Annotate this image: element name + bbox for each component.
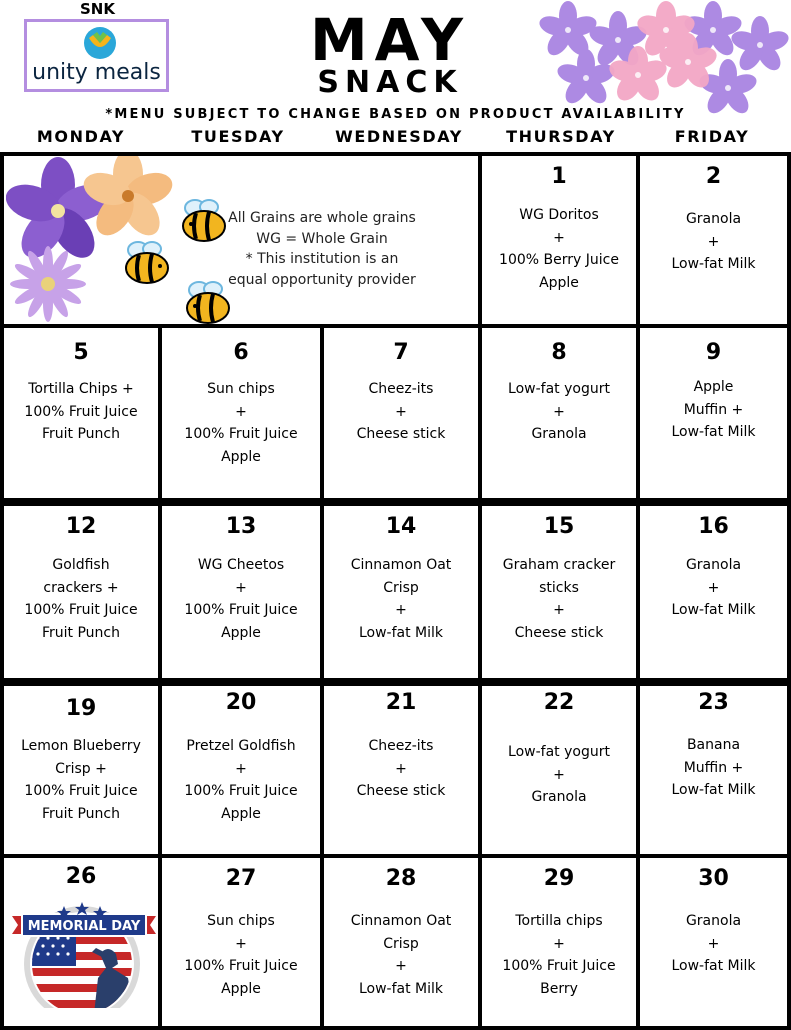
month-title: MAY (309, 6, 471, 74)
day-number: 9 (705, 340, 722, 365)
day-header-tuesday: TUESDAY (191, 127, 285, 146)
day-cell-8 (478, 324, 640, 502)
day-cell-22 (478, 682, 640, 858)
day-number: 22 (543, 690, 575, 715)
menu-line: + (707, 935, 720, 952)
snack-menu (8, 554, 154, 644)
menu-line: Tortilla Chips + (28, 381, 134, 397)
calendar-grid (0, 152, 791, 1024)
heart-hands-icon (83, 26, 117, 60)
snack-menu (328, 735, 474, 803)
day-cell-7 (320, 324, 482, 502)
day-number: 20 (225, 690, 257, 715)
day-number: 5 (73, 340, 89, 365)
day-number: 26 (65, 864, 97, 889)
day-cell-12 (0, 502, 162, 682)
menu-line: Low-fat yogurt (508, 381, 610, 397)
menu-line: + (553, 935, 565, 952)
menu-line: Granola (531, 426, 587, 442)
badge-text: MEMORIAL DAY (27, 919, 141, 934)
menu-line: Granola (685, 211, 742, 227)
menu-line: + (395, 403, 407, 420)
menu-line: 100% Fruit Juice (184, 602, 298, 618)
day-number: 12 (65, 514, 97, 539)
menu-line: Granola (531, 789, 587, 805)
bee-icon (122, 240, 172, 286)
menu-line: Crisp (383, 935, 419, 952)
day-cell-9 (636, 324, 791, 502)
menu-line: Sun chips (207, 913, 275, 929)
day-number: 8 (551, 340, 567, 365)
menu-line: 100% Fruit Juice (184, 958, 298, 974)
menu-line: 100% Fruit Juice (184, 783, 298, 799)
snack-menu (328, 554, 474, 644)
menu-line: + (553, 403, 565, 420)
day-cell-1 (478, 152, 640, 328)
snack-menu (8, 735, 154, 825)
day-header-wednesday: WEDNESDAY (335, 127, 463, 146)
day-number: 7 (393, 340, 409, 365)
menu-line: Crisp + (55, 760, 107, 777)
menu-line: + (553, 766, 565, 783)
menu-line: Apple (221, 448, 261, 465)
menu-line: Cheez-its (368, 381, 434, 397)
menu-line: + (235, 403, 247, 420)
day-cell-16 (636, 502, 791, 682)
menu-line: + (707, 233, 720, 250)
menu-line: Tortilla chips (515, 913, 603, 929)
intro-line: * This institution is an (245, 251, 399, 267)
menu-line: Low-fat Milk (671, 256, 756, 272)
flowers-decoration (538, 0, 791, 120)
availability-notice: *MENU SUBJECT TO CHANGE BASED ON PRODUCT AVAILABILITY (105, 107, 686, 122)
intro-notes (222, 208, 422, 290)
menu-line: WG Doritos (519, 207, 599, 223)
menu-line: Pretzel Goldfish (186, 738, 296, 754)
menu-line: + (553, 602, 565, 618)
snack-menu (486, 741, 632, 809)
snack-menu (166, 910, 316, 1000)
snack-menu (644, 208, 783, 276)
day-number: 6 (233, 340, 249, 365)
menu-line: Graham cracker (502, 557, 616, 573)
snack-menu (328, 378, 474, 446)
menu-line: Granola (685, 557, 742, 573)
day-cell-5 (0, 324, 162, 502)
menu-line: WG Cheetos (197, 557, 285, 573)
snack-menu (644, 734, 783, 802)
menu-line: + (235, 760, 247, 777)
menu-line: Sun chips (207, 381, 275, 397)
menu-line: Apple (221, 805, 261, 822)
day-cell-19 (0, 682, 162, 858)
day-header-monday: MONDAY (36, 127, 126, 146)
snack-menu (644, 554, 783, 622)
day-number: 23 (698, 690, 729, 715)
day-number: 15 (543, 514, 575, 539)
menu-line: Low-fat Milk (671, 602, 756, 618)
day-cell-23 (636, 682, 791, 858)
menu-line: Low-fat yogurt (508, 744, 610, 760)
menu-line: Apple (539, 274, 579, 291)
day-number: 14 (385, 514, 417, 539)
menu-line: Cinnamon Oat (350, 913, 452, 929)
menu-line: + (553, 229, 565, 246)
menu-line: crackers + (43, 579, 119, 596)
day-number: 1 (551, 164, 567, 189)
menu-line: Banana (686, 737, 741, 753)
menu-line: Crisp (383, 579, 419, 596)
menu-line: Apple (693, 379, 734, 395)
menu-line: Apple (221, 980, 261, 997)
menu-line: Muffin + (683, 759, 744, 776)
day-cell-2 (636, 152, 791, 328)
day-number: 29 (543, 866, 575, 891)
menu-line: Cheese stick (356, 426, 446, 442)
snack-menu (486, 554, 632, 644)
menu-line: Low-fat Milk (671, 958, 756, 974)
snack-menu (8, 378, 154, 446)
snack-menu (166, 554, 316, 644)
day-number: 13 (225, 514, 257, 539)
intro-line: equal opportunity provider (228, 271, 416, 288)
menu-line: Granola (685, 913, 742, 929)
menu-line: Low-fat Milk (358, 980, 444, 997)
menu-line: + (707, 579, 720, 596)
day-number: 21 (385, 690, 417, 715)
day-header-friday: FRIDAY (674, 127, 750, 146)
day-cell-20 (158, 682, 324, 858)
menu-line: Fruit Punch (41, 805, 120, 822)
day-cell-21 (320, 682, 482, 858)
memorial-day-badge (8, 894, 160, 1008)
logo-text: unity meals (32, 60, 161, 85)
snack-menu (166, 735, 316, 825)
menu-line: Cheese stick (514, 624, 604, 641)
menu-line: + (235, 935, 247, 952)
menu-line: + (395, 760, 407, 777)
menu-line: Berry (540, 980, 578, 997)
day-number: 28 (385, 866, 417, 891)
menu-line: 100% Fruit Juice (24, 602, 138, 618)
snack-menu (644, 910, 783, 978)
menu-line: sticks (539, 579, 579, 596)
intro-line: All Grains are whole grains (228, 210, 416, 226)
menu-line: 100% Fruit Juice (184, 426, 298, 442)
snack-menu (486, 378, 632, 446)
menu-line: Fruit Punch (41, 624, 120, 641)
day-number: 27 (225, 866, 257, 891)
day-cell-30 (636, 854, 791, 1030)
menu-line: 100% Fruit Juice (24, 783, 138, 799)
menu-line: + (395, 958, 407, 974)
menu-line: Cinnamon Oat (350, 557, 452, 573)
snack-menu (486, 910, 632, 1000)
snack-menu (486, 204, 632, 294)
menu-line: Muffin + (683, 401, 744, 418)
day-header-thursday: THURSDAY (506, 127, 616, 146)
snack-menu (328, 910, 474, 1000)
menu-line: Apple (221, 624, 261, 641)
intro-cell (0, 152, 482, 328)
day-cell-28 (320, 854, 482, 1030)
day-cell-6 (158, 324, 324, 502)
menu-line: Cheese stick (356, 783, 446, 799)
unity-meals-logo (24, 19, 169, 92)
menu-line: Low-fat Milk (671, 782, 756, 798)
menu-line: + (395, 602, 407, 618)
day-number: 2 (705, 164, 722, 189)
day-cell-26 (0, 854, 162, 1030)
day-number: 30 (698, 866, 729, 891)
intro-line: WG = Whole Grain (256, 230, 388, 247)
day-number: 19 (65, 696, 97, 721)
menu-line: Low-fat Milk (671, 424, 756, 440)
menu-line: 100% Berry Juice (499, 252, 619, 268)
menu-type-title: SNACK (317, 65, 463, 100)
menu-line: + (235, 579, 247, 596)
day-cell-13 (158, 502, 324, 682)
menu-line: Lemon Blueberry (21, 738, 141, 754)
menu-line: Cheez-its (368, 738, 434, 754)
day-cell-29 (478, 854, 640, 1030)
menu-line: 100% Fruit Juice (24, 403, 138, 420)
menu-line: 100% Fruit Juice (502, 958, 616, 974)
menu-code: SNK (80, 0, 115, 18)
snack-menu (644, 376, 783, 444)
day-cell-14 (320, 502, 482, 682)
day-number: 16 (698, 514, 729, 539)
snack-menu (166, 378, 316, 468)
day-cell-27 (158, 854, 324, 1030)
menu-line: Goldfish (52, 557, 110, 573)
menu-line: Low-fat Milk (358, 624, 444, 641)
day-cell-15 (478, 502, 640, 682)
menu-line: Fruit Punch (41, 426, 120, 442)
